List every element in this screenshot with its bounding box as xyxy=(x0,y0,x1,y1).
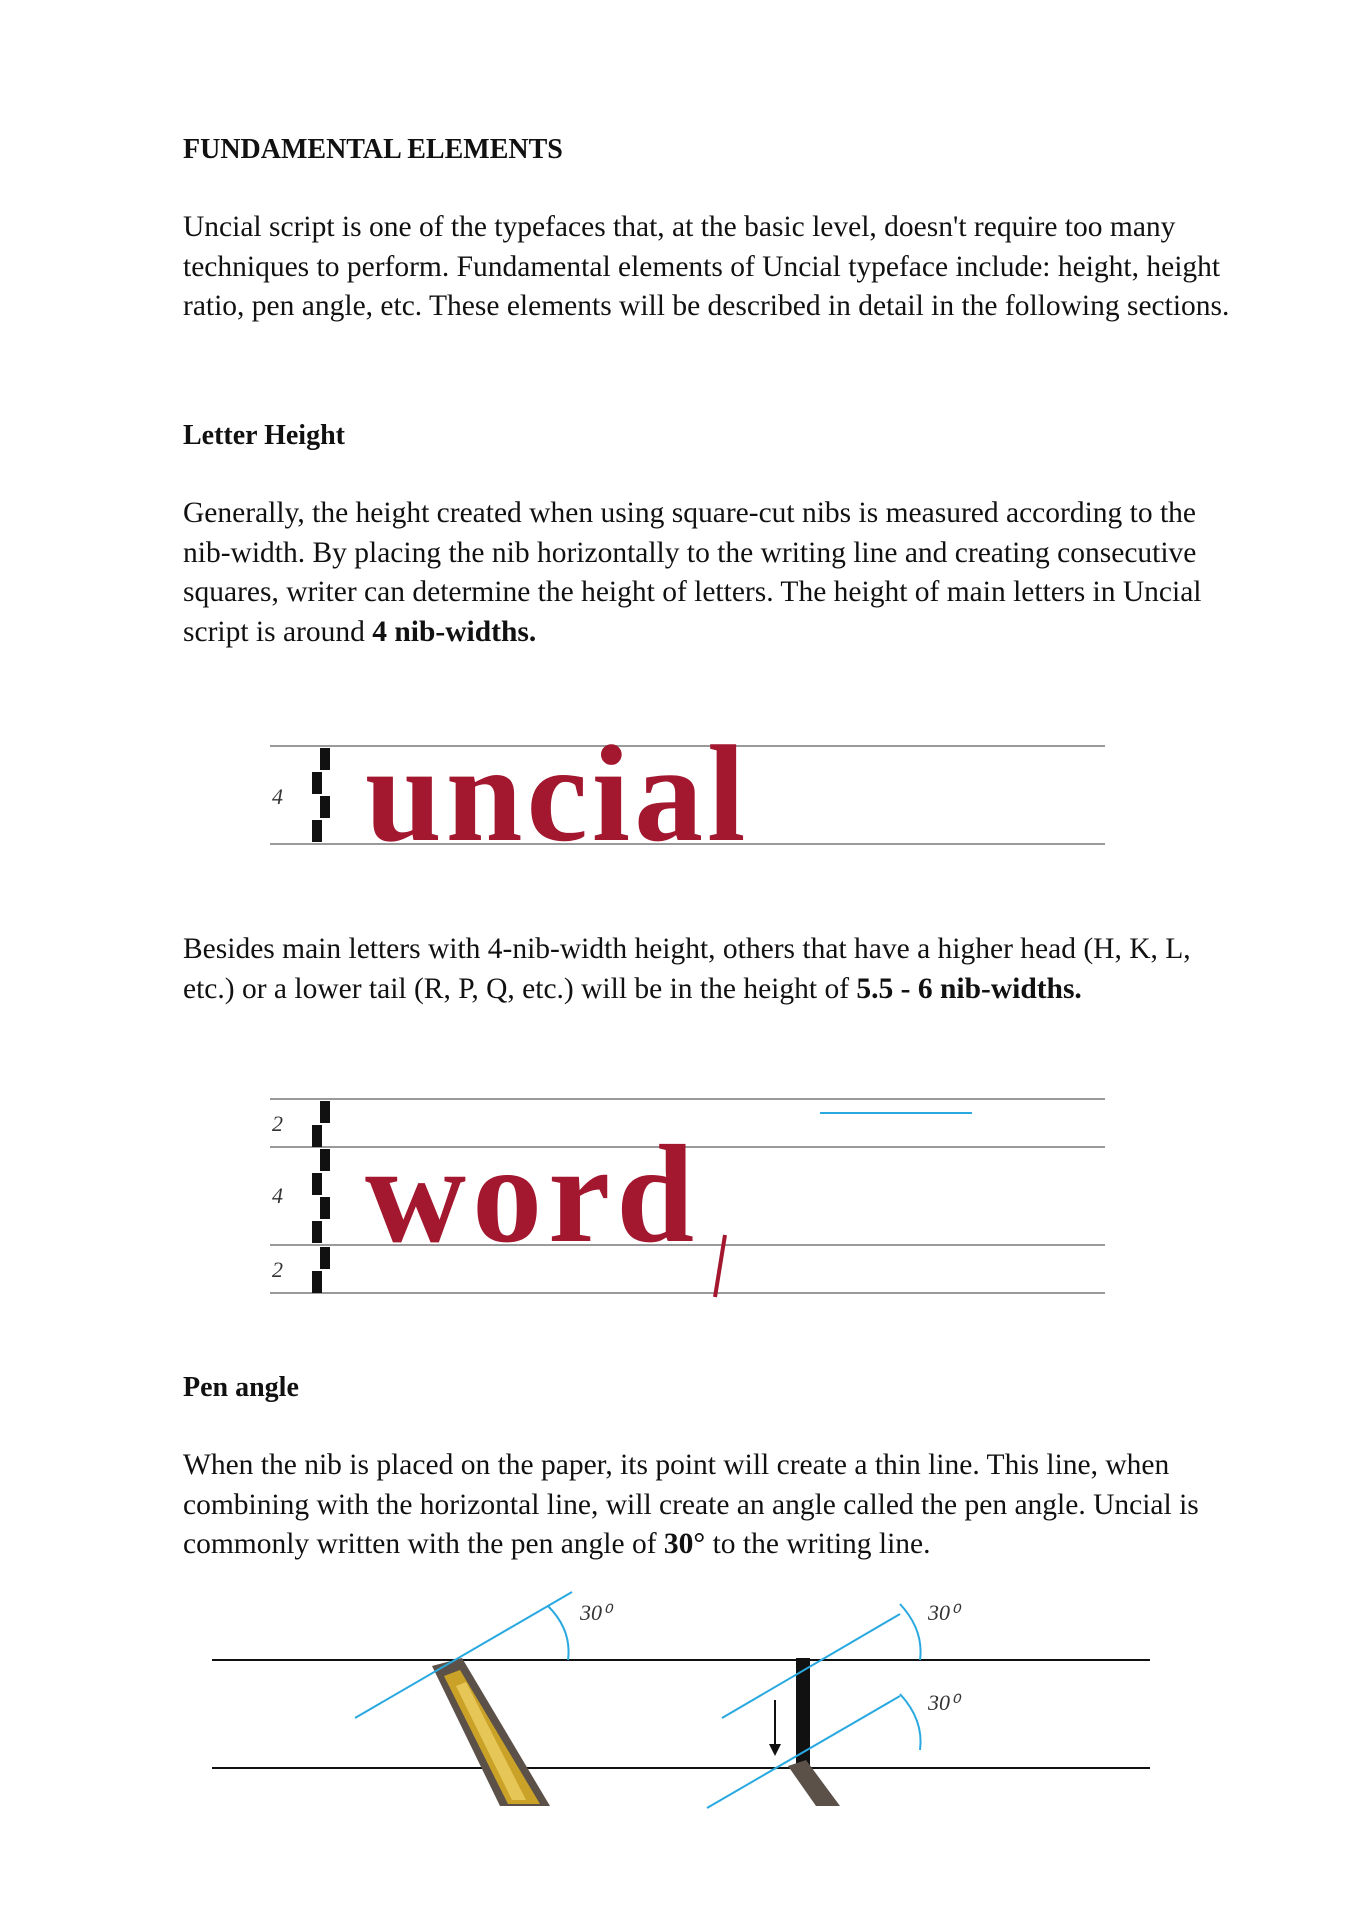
angle-label-2: 30⁰ xyxy=(928,1600,959,1625)
ascender-count-label: 2 xyxy=(272,1111,283,1136)
nib-width-squares xyxy=(312,748,330,842)
section-title: FUNDAMENTAL ELEMENTS xyxy=(183,134,563,165)
nib-count-label: 4 xyxy=(272,784,283,809)
pen-angle-heading: Pen angle xyxy=(183,1372,299,1403)
letter-height-heading: Letter Height xyxy=(183,420,345,451)
nib-pen-illustration xyxy=(432,1658,550,1806)
letter-height-text: Generally, the height created when using square-cut nibs is measured according to the nib-width. By placing the nib horizontally to the writing line and creating consecutive squares, writer can determine the height of letters. The height of main letters in Uncial script is around xyxy=(183,497,1202,648)
nib-width-squares xyxy=(312,1101,330,1293)
angle-arc xyxy=(900,1604,921,1660)
letter-height-paragraph xyxy=(183,494,1243,652)
arrow-head-icon xyxy=(769,1744,781,1756)
pen-angle-text: When the nib is placed on the paper, its point will create a thin line. This line, when combining with the horizontal line, will create an angle called the pen angle. Uncial is commonly written with the pen angle of xyxy=(183,1449,1199,1560)
nib-pen-illustration xyxy=(788,1760,840,1806)
angle-label-1: 30⁰ xyxy=(580,1600,611,1625)
ascender-paragraph xyxy=(183,930,1243,1009)
word-height-figure xyxy=(260,1085,1110,1310)
pen-angle-tail: to the writing line. xyxy=(712,1528,931,1560)
pen-angle-guide-line xyxy=(722,1614,900,1718)
pen-angle-figure xyxy=(200,1590,1170,1810)
body-count-label: 4 xyxy=(272,1183,283,1208)
letter-height-emphasis: 4 nib-widths. xyxy=(372,615,537,648)
angle-arc xyxy=(900,1694,921,1750)
intro-paragraph: Uncial script is one of the typefaces that, at the basic level, doesn't require too many techniques to perform. Fundamental elements of Uncial typeface include: height, height ratio, pen angle, etc. These elements will be described in detail in the following sections. xyxy=(183,211,1230,322)
descender-count-label: 2 xyxy=(272,1257,283,1282)
angle-label-3: 30⁰ xyxy=(928,1690,959,1715)
pen-angle-paragraph xyxy=(183,1446,1243,1565)
pen-angle-emphasis: 30° xyxy=(663,1528,706,1560)
ascender-emphasis: 5.5 - 6 nib-widths. xyxy=(856,972,1082,1005)
uncial-sample-word: uncial xyxy=(365,717,750,860)
angle-arc xyxy=(548,1606,569,1660)
word-sample-word: word xyxy=(365,1117,701,1272)
ascender-text: Besides main letters with 4-nib-width height, others that have a higher head (H, K, L, etc.) or a lower tail (R, P, Q, etc.) will be in the height of xyxy=(183,933,1191,1005)
uncial-height-figure xyxy=(260,690,1110,860)
